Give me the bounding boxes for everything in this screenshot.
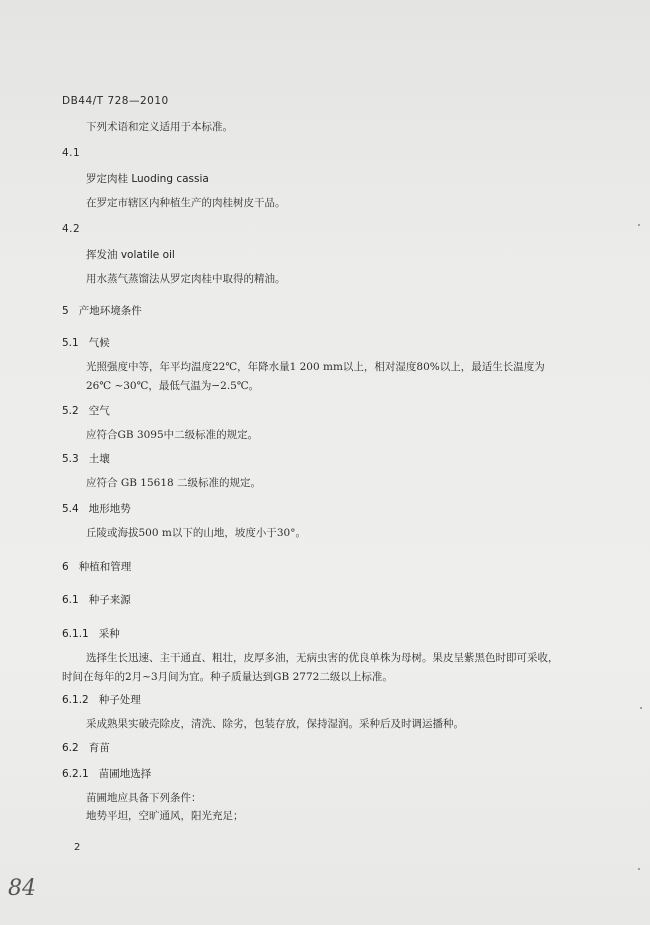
section-number: 5.4: [62, 503, 79, 515]
term-number-4-1: 4.1: [62, 147, 81, 159]
term-number-4-2: 4.2: [62, 223, 81, 235]
section-5-heading: [62, 304, 142, 318]
section-number: 5.1: [62, 337, 79, 349]
term-def-4-2: 用水蒸气蒸馏法从罗定肉桂中取得的精油。: [86, 273, 286, 285]
scan-speck: [640, 707, 642, 709]
scan-speck: [638, 224, 640, 226]
section-6-1-2-text: 采成熟果实破壳除皮，清洗、除劣，包装存放，保持湿润。采种后及时调运播种。: [86, 718, 464, 730]
intro-text: 下列术语和定义适用于本标准。: [86, 121, 233, 133]
standard-code-header: DB44/T 728—2010: [62, 95, 169, 107]
section-6-1-2-heading: [62, 693, 141, 707]
section-5-4-heading: [62, 502, 131, 516]
section-5-3-heading: [62, 452, 110, 466]
section-number: 6.2: [62, 742, 79, 754]
term-def-4-1: 在罗定市辖区内种植生产的肉桂树皮干品。: [86, 197, 286, 209]
section-title: 土壤: [88, 453, 110, 465]
term-title-4-1: 罗定肉桂 Luoding cassia: [86, 173, 209, 185]
section-title: 苗圃地选择: [98, 768, 152, 780]
section-title: 采种: [98, 628, 120, 640]
section-title: 种子来源: [88, 594, 131, 606]
scan-speck: [638, 868, 640, 870]
section-5-3-text: 应符合 GB 15618 二级标准的规定。: [86, 477, 262, 489]
section-6-2-heading: [62, 741, 110, 755]
handwritten-page-mark: 84: [8, 876, 36, 901]
section-5-2-text: 应符合GB 3095中二级标准的规定。: [86, 429, 259, 441]
section-title: 产地环境条件: [78, 305, 142, 317]
section-number: 6.2.1: [62, 768, 89, 780]
section-number: 6.1.1: [62, 628, 89, 640]
section-6-heading: [62, 560, 131, 574]
section-title: 气候: [88, 337, 110, 349]
section-title: 种子处理: [98, 694, 141, 706]
term-title-4-2: 挥发油 volatile oil: [86, 249, 175, 261]
section-number: 5.3: [62, 453, 79, 465]
section-5-1-text: 光照强度中等，年平均温度22℃，年降水量1 200 mm以上，相对湿度80%以上，最适生长温度为26℃ ~30℃，最低气温为−2.5℃。: [86, 361, 545, 392]
section-number: 5: [62, 305, 69, 317]
section-number: 6: [62, 561, 69, 573]
section-6-2-1-line1: 苗圃地应具备下列条件：: [86, 792, 202, 804]
page-number: 2: [74, 842, 81, 853]
section-title: 种植和管理: [78, 561, 132, 573]
section-number: 5.2: [62, 405, 79, 417]
section-6-1-1-text: 选择生长迅速、主干通直、粗壮，皮厚多油，无病虫害的优良单株为母树。果皮呈紫黑色时即可采收，时间在每年的2月~3月间为宜。种子质量达到GB 2772二级以上标准。: [62, 652, 559, 683]
section-5-2-heading: [62, 404, 110, 418]
section-5-4-text: 丘陵或海拔500 m以下的山地，坡度小于30°。: [86, 527, 306, 539]
section-number: 6.1: [62, 594, 79, 606]
section-6-2-1-heading: [62, 767, 151, 781]
section-6-1-1-heading: [62, 627, 120, 641]
section-5-1-heading: [62, 336, 110, 350]
section-title: 育苗: [88, 742, 110, 754]
section-6-1-heading: [62, 593, 131, 607]
section-title: 地形地势: [88, 503, 131, 515]
section-6-2-1-line2: 地势平坦，空旷通风，阳光充足；: [86, 810, 244, 822]
section-number: 6.1.2: [62, 694, 89, 706]
section-title: 空气: [88, 405, 110, 417]
